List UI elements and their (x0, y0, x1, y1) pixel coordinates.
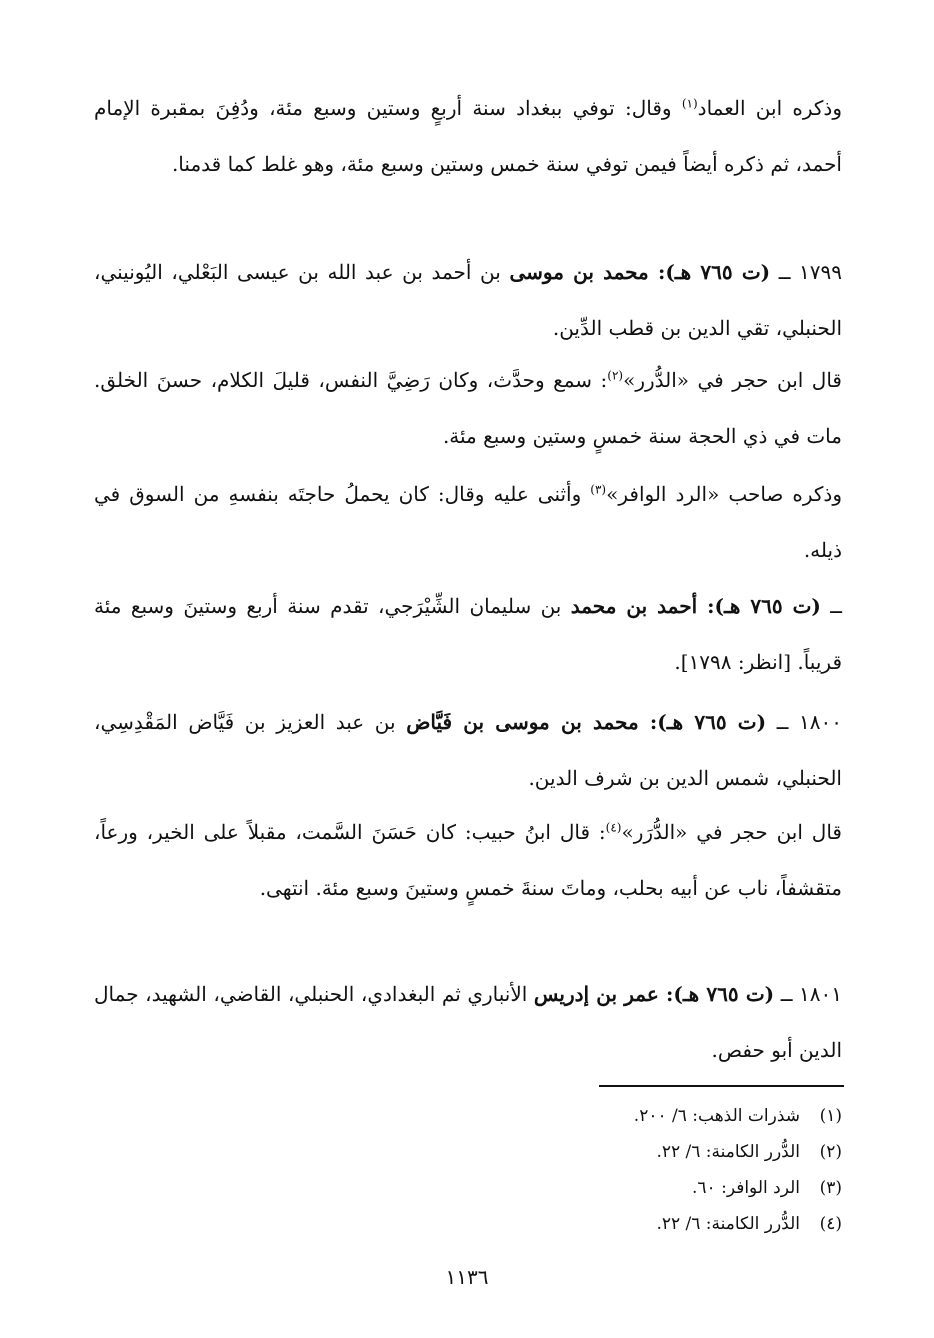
entry-1801 (94, 966, 842, 1078)
entry-number: ١٧٩٩ ــ (770, 260, 842, 284)
footnote-ref-1[interactable]: (١) (681, 96, 698, 111)
paragraph-text: قال ابن حجر في «الدُّرَر» (621, 820, 842, 844)
paragraph-ibn-al-imad (94, 80, 842, 192)
footnote-number: (٤) (819, 1214, 842, 1234)
paragraph-text: : قال ابنُ حبيب: كان حَسَنَ السَّمت، مقبلاً على الخير، ورعاً، متقشفاً، ناب عن أبيه بحلب، وماتَ سنةَ خمسٍ وستينَ وسبع مئة. انتهى. (94, 820, 842, 900)
entry-text: الأنباري ثم البغدادي، الحنبلي، القاضي، الشهيد، جمال الدين أبو حفص. (94, 982, 842, 1062)
paragraph-radd-wafir (94, 466, 842, 578)
paragraph-text: وأثنى عليه وقال: كان يحملُ حاجتَه بنفسهِ من السوق في ذيله. (94, 482, 842, 562)
entry-text: بن سليمان الشِّيْرَجي، تقدم سنة أربع وستينَ وسبع مئة قريباً. [انظر: ١٧٩٨]. (94, 594, 842, 674)
entry-1799 (94, 244, 842, 356)
footnote-ref-3[interactable]: (٣) (590, 482, 607, 497)
footnote-text: الدُّرر الكامنة: ٦/ ٢٢. (656, 1142, 800, 1162)
entry-heading: (ت ٧٦٥ هـ): أحمد بن محمد (570, 594, 821, 618)
paragraph-text: وقال: توفي ببغداد سنة أربعٍ وستين وسبع مئة، ودُفِنَ بمقبرة الإمام أحمد، ثم ذكره أيضاً فيمن توفي سنة خمس وستين وسبع مئة، وهو غلط كما قدمنا. (94, 96, 842, 176)
paragraph-text: وذكره صاحب «الرد الوافر» (606, 482, 842, 506)
footnote-ref-2[interactable]: (٢) (607, 368, 624, 383)
footnote-ref-4[interactable]: (٤) (605, 820, 622, 835)
footnote-item (242, 1134, 842, 1170)
entry-number: ١٨٠١ ــ (774, 982, 842, 1006)
footnote-text: شذرات الذهب: ٦/ ٢٠٠. (633, 1106, 800, 1126)
footnote-number: (٣) (819, 1178, 842, 1198)
page-number: ١١٣٦ (445, 1265, 489, 1289)
entry-number: ١٨٠٠ ــ (766, 710, 842, 734)
entry-1800 (94, 694, 842, 806)
footnote-item (242, 1170, 842, 1206)
footnote-separator (599, 1085, 844, 1087)
footnote-item (242, 1206, 842, 1242)
entry-ahmad-shirazi (94, 578, 842, 690)
paragraph-ibn-hajar-1 (94, 352, 842, 464)
paragraph-text: قال ابن حجر في «الدُّرر» (623, 368, 842, 392)
paragraph-text: : سمع وحدَّث، وكان رَضِيَّ النفس، قليلَ الكلام، حسنَ الخلق. مات في ذي الحجة سنة خمسٍ وستين وسبع مئة. (94, 368, 842, 448)
footnote-number: (٢) (819, 1142, 842, 1162)
footnote-item (242, 1098, 842, 1134)
paragraph-ibn-hajar-2 (94, 804, 842, 916)
footnote-text: الدُّرر الكامنة: ٦/ ٢٢. (656, 1214, 800, 1234)
entry-dash: ــ (820, 594, 842, 618)
footnote-number: (١) (819, 1106, 842, 1126)
entry-heading: (ت ٧٦٥ هـ): محمد بن موسى بن فَيَّاض (406, 710, 767, 734)
entry-heading: (ت ٧٦٥ هـ): محمد بن موسى (509, 260, 771, 284)
paragraph-text: وذكره ابن العماد (697, 96, 842, 120)
entry-text: بن أحمد بن عبد الله بن عيسى البَعْلي، اليُونيني، الحنبلي، تقي الدين بن قطب الدِّين. (94, 260, 842, 340)
footnotes (242, 1098, 842, 1242)
entry-heading: (ت ٧٦٥ هـ): عمر بن إدريس (533, 982, 775, 1006)
entry-text: بن عبد العزيز بن فَيَّاض المَقْدِسِي، الحنبلي، شمس الدين بن شرف الدين. (94, 710, 842, 790)
footnote-text: الرد الوافر: ٦٠. (692, 1178, 800, 1198)
